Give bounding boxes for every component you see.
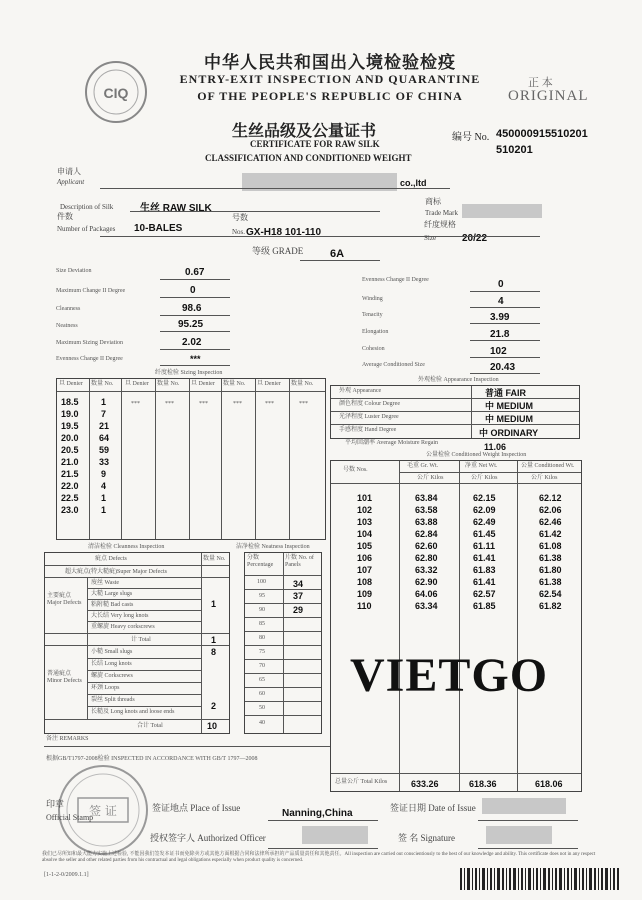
remarks-text: 根据GB/T1797-2008检验 INSPECTED IN ACCORDANCE WITH GB/T 1797—2008 <box>46 756 258 762</box>
stamp-label-en: Official Stamp <box>46 813 94 822</box>
weight-total-label: 总量公斤 Total Kilos <box>335 779 388 785</box>
sizing-col-header: 旦 Denier <box>59 381 83 387</box>
major-row-label: 大长结 Very long knots <box>91 613 149 619</box>
right-metric-label: Evenness Change II Degree <box>362 277 429 283</box>
minor-row-label: 螺旋 Corkscrews <box>91 673 133 679</box>
ciq-logo-text: CIQ <box>103 85 129 101</box>
packages-value: 10-BALES <box>134 223 183 234</box>
major-row-label: 废丝 Waste <box>91 580 120 586</box>
cert-title-en-2: CLASSIFICATION AND CONDITIONED WEIGHT <box>205 153 412 163</box>
appearance-label: 颜色程度 Colour Degree <box>339 401 400 407</box>
weight-gross: 63.84 <box>415 493 438 503</box>
weight-gross: 62.84 <box>415 529 438 539</box>
minor-row-label: 长糙及 Long knots and loose ends <box>91 709 175 715</box>
sizing-count: 7 <box>101 409 107 419</box>
weight-table <box>330 460 582 792</box>
form-code: [1-1-2-0/2009.1.1] <box>44 872 89 878</box>
sizing-col-header: 旦 Denier <box>125 381 149 387</box>
signature-label: 签 名 Signature <box>398 833 455 843</box>
date-redaction <box>482 798 566 814</box>
sizing-denier: 18.5 <box>61 397 79 407</box>
sizing-col-header: 数量 No. <box>157 381 180 387</box>
appearance-label: 光泽程度 Luster Degree <box>339 414 399 420</box>
weight-nos: 105 <box>357 541 373 551</box>
weight-conditioned: 61.42 <box>539 529 562 539</box>
place-value: Nanning,China <box>282 808 353 819</box>
right-metric-value: 102 <box>490 346 507 357</box>
minor-row-label: 小糙 Small slugs <box>91 649 133 655</box>
weight-net: 61.83 <box>473 565 496 575</box>
neatness-pct: 70 <box>259 663 265 669</box>
weight-net: 62.15 <box>473 493 496 503</box>
sizing-count: 4 <box>101 481 107 491</box>
major-row-label: 大糙 Large slugs <box>91 591 133 597</box>
sizing-table <box>56 378 326 540</box>
left-metric-value: 0 <box>190 285 196 296</box>
cert-no-value: 450000915510201 <box>496 128 588 140</box>
appearance-value: 中 MEDIUM <box>485 414 533 424</box>
sizing-denier: 20.0 <box>61 433 79 443</box>
appearance-table <box>330 385 580 439</box>
officer-redaction <box>302 826 368 844</box>
sizing-count: 59 <box>99 445 110 455</box>
weight-col-header: 号数 Nos. <box>343 467 368 473</box>
subtotal-value: 1 <box>211 635 217 645</box>
cleanness-total-label: 合计 Total <box>137 723 163 729</box>
sizing-star: *** <box>299 401 308 407</box>
cert-no-value-2: 510201 <box>496 144 533 156</box>
major-count: 1 <box>211 599 217 609</box>
cert-no-label: 编号 No. <box>452 132 490 143</box>
left-metric-label: Size Deviation <box>56 268 92 274</box>
original-en: ORIGINAL <box>508 88 589 104</box>
right-metric-label: Cohesion <box>362 346 385 352</box>
neatness-panels: 29 <box>293 605 304 615</box>
neatness-table <box>244 552 322 734</box>
official-stamp <box>48 760 158 860</box>
sizing-col-header: 数量 No. <box>223 381 246 387</box>
weight-gross: 63.88 <box>415 517 438 527</box>
appearance-label: 手感程度 Hand Degree <box>339 427 397 433</box>
header-title-cn: 中华人民共和国出入境检验检疫 <box>204 53 456 72</box>
weight-conditioned: 61.08 <box>539 541 562 551</box>
officer-label: 授权签字人 Authorized Officer <box>150 833 266 843</box>
weight-total-gross: 633.26 <box>411 779 439 789</box>
weight-col-header: 净重 Net Wt. <box>465 463 498 469</box>
weight-net: 62.57 <box>473 589 496 599</box>
minor-group-label: 普通疵点 Minor Defects <box>47 671 82 684</box>
place-label: 签证地点 Place of Issue <box>152 803 241 813</box>
left-metric-label: Maximum Change II Degree <box>56 288 126 294</box>
weight-net: 61.41 <box>473 577 496 587</box>
major-group-label: 主要疵点 Major Defects <box>47 593 82 606</box>
weight-conditioned: 62.54 <box>539 589 562 599</box>
weight-unit: 公斤 Kilos <box>417 475 444 481</box>
weight-conditioned: 61.38 <box>539 577 562 587</box>
sizing-denier: 23.0 <box>61 505 79 515</box>
nos-label-cn: 号数 <box>232 213 248 222</box>
weight-nos: 101 <box>357 493 373 503</box>
desc-value: 生丝 RAW SILK <box>140 203 212 214</box>
sizing-denier: 22.0 <box>61 481 79 491</box>
weight-title: 公量检验 Conditioned Weight Inspection <box>426 452 527 458</box>
neatness-pct: 50 <box>259 705 265 711</box>
sizing-star: *** <box>199 401 208 407</box>
sizing-star: *** <box>265 401 274 407</box>
right-metric-value: 4 <box>498 296 504 307</box>
header-title-en-1: ENTRY-EXIT INSPECTION AND QUARANTINE <box>179 72 481 86</box>
signature-redaction <box>486 826 552 844</box>
sizing-denier: 19.0 <box>61 409 79 419</box>
sizing-count: 21 <box>99 421 110 431</box>
sizing-star: *** <box>131 401 140 407</box>
sizing-col-header: 数量 No. <box>291 381 314 387</box>
weight-nos: 102 <box>357 505 373 515</box>
weight-gross: 63.32 <box>415 565 438 575</box>
neatness-pct: 95 <box>259 593 265 599</box>
weight-conditioned: 61.38 <box>539 553 562 563</box>
fine-print: 我们已尽所知和最大能力实施上述检验, 不能因我们签发本证书而免除卖方或其他方面根据合同和法律所承担的产品质量责任和其他责任。All inspection are carried out conscientiously to the best of our knowledge and ability. This certificate does not in any respect absolve the seller and other related parties from his contractual and legal obligations especially when product quality is concerned. <box>42 852 596 863</box>
left-metric-value: 0.67 <box>185 267 205 278</box>
weight-net: 61.45 <box>473 529 496 539</box>
sizing-col-header: 数量 No. <box>91 381 114 387</box>
minor-row-label: 裂丝 Split threads <box>91 697 135 703</box>
weight-total-net: 618.36 <box>469 779 497 789</box>
neatness-pct: 40 <box>259 720 265 726</box>
weight-nos: 103 <box>357 517 373 527</box>
cleanness-col-header: 数量 No. <box>203 556 226 562</box>
subtotal-label: 计 Total <box>131 637 151 643</box>
weight-conditioned: 61.82 <box>539 601 562 611</box>
weight-unit: 公斤 Kilos <box>531 475 558 481</box>
trademark-label-en: Trade Mark <box>425 209 458 217</box>
minor-row-label: 环颈 Loops <box>91 685 120 691</box>
neatness-title: 洁净检验 Neatness Inspection <box>236 544 310 550</box>
weight-net: 62.49 <box>473 517 496 527</box>
right-metric-label: Elongation <box>362 329 389 335</box>
left-metric-label: Maximum Sizing Deviation <box>56 340 123 346</box>
weight-conditioned: 62.12 <box>539 493 562 503</box>
grade-label: 等级 GRADE <box>252 246 304 256</box>
weight-net: 61.41 <box>473 553 496 563</box>
sizing-col-header: 旦 Denier <box>191 381 215 387</box>
right-metric-value: 3.99 <box>490 312 510 323</box>
appearance-label: 外观 Appearance <box>339 388 382 394</box>
applicant-value: co.,ltd <box>400 178 427 188</box>
stamp-text: 签 证 <box>89 804 117 818</box>
weight-nos: 110 <box>357 601 372 611</box>
weight-gross: 63.58 <box>415 505 438 515</box>
trademark-label-cn: 商标 <box>425 197 441 206</box>
weight-conditioned: 61.80 <box>539 565 562 575</box>
stamp-label-cn: 印章 <box>46 799 65 809</box>
moisture-value: 11.06 <box>484 442 507 452</box>
size-value: 20/22 <box>462 233 488 244</box>
right-metric-value: 0 <box>498 279 504 290</box>
sizing-denier: 20.5 <box>61 445 79 455</box>
weight-conditioned: 62.46 <box>539 517 562 527</box>
header-title-en-2: OF THE PEOPLE'S REPUBLIC OF CHINA <box>197 89 463 103</box>
moisture-label: 平均回潮率 Average Moisture Regain <box>345 440 439 446</box>
desc-label: Description of Silk <box>60 203 114 211</box>
left-metric-value: *** <box>190 354 201 364</box>
nos-value: GX-H18 101-110 <box>246 227 322 238</box>
left-metric-value: 95.25 <box>178 319 204 330</box>
right-metric-label: Winding <box>362 296 383 302</box>
sizing-star: *** <box>233 401 242 407</box>
neatness-pct: 90 <box>259 607 265 613</box>
neatness-pct: 100 <box>257 579 266 585</box>
neatness-pct: 65 <box>259 677 265 683</box>
applicant-label-en: Applicant <box>57 178 85 186</box>
cleanness-col-header: 疵点 Defects <box>95 556 127 562</box>
major-row-label: 重螺旋 Heavy corkscrews <box>91 624 155 630</box>
minor-row-label: 长结 Long knots <box>91 661 132 667</box>
applicant-label-cn: 申请人 <box>57 167 81 176</box>
weight-nos: 106 <box>357 553 373 563</box>
weight-nos: 107 <box>357 565 373 575</box>
weight-net: 61.11 <box>473 541 496 551</box>
neatness-col-header: 片数 No. of Panels <box>285 555 314 568</box>
sizing-col-header: 旦 Denier <box>257 381 281 387</box>
original-cn: 正 本 <box>528 77 553 89</box>
neatness-pct: 85 <box>259 621 265 627</box>
weight-gross: 64.06 <box>415 589 438 599</box>
weight-total-conditioned: 618.06 <box>535 779 563 789</box>
appearance-value: 中 MEDIUM <box>485 401 533 411</box>
weight-col-header: 毛重 Gr. Wt. <box>407 463 439 469</box>
left-metric-value: 98.6 <box>182 303 202 314</box>
weight-conditioned: 62.06 <box>539 505 562 515</box>
sizing-denier: 21.5 <box>61 469 79 479</box>
cleanness-total-value: 10 <box>207 721 218 731</box>
sizing-denier: 22.5 <box>61 493 79 503</box>
nos-label-en: Nos. <box>232 228 246 236</box>
sizing-count: 1 <box>101 505 107 515</box>
neatness-pct: 75 <box>259 649 265 655</box>
trademark-redaction <box>462 204 542 218</box>
weight-gross: 62.80 <box>415 553 438 563</box>
cleanness-title: 清洁检验 Cleanness Inspection <box>88 544 165 550</box>
sizing-count: 9 <box>101 469 107 479</box>
packages-label-cn: 件数 <box>57 212 73 221</box>
date-label: 签证日期 Date of Issue <box>390 803 476 813</box>
sizing-title: 纤度检验 Sizing Inspection <box>155 370 223 376</box>
weight-gross: 63.34 <box>415 601 438 611</box>
neatness-panels: 37 <box>293 591 304 601</box>
appearance-value: 普通 FAIR <box>485 388 527 398</box>
minor-small-count: 8 <box>211 647 217 657</box>
grade-value: 6A <box>330 248 345 260</box>
appearance-title: 外观检验 Appearance Inspection <box>418 377 499 383</box>
weight-unit: 公斤 Kilos <box>471 475 498 481</box>
weight-nos: 109 <box>357 589 373 599</box>
left-metric-label: Evenness Change II Degree <box>56 356 123 362</box>
neatness-col-header: 分数 Percentage <box>247 555 274 568</box>
neatness-pct: 80 <box>259 635 265 641</box>
left-metric-value: 2.02 <box>182 337 202 348</box>
weight-gross: 62.90 <box>415 577 438 587</box>
sizing-count: 1 <box>101 397 107 407</box>
right-metric-value: 20.43 <box>490 362 516 373</box>
sizing-count: 33 <box>99 457 110 467</box>
weight-gross: 62.60 <box>415 541 438 551</box>
sizing-count: 1 <box>101 493 107 503</box>
weight-nos: 104 <box>357 529 373 539</box>
cleanness-table <box>44 552 230 734</box>
major-row-label: 粘附糙 Bad casts <box>91 602 134 608</box>
weight-net: 61.85 <box>473 601 496 611</box>
vietgo-watermark: VIETGO <box>350 649 549 702</box>
weight-nos: 108 <box>357 577 373 587</box>
size-label-cn: 纤度规格 <box>424 220 456 229</box>
remarks-label: 备注 REMARKS <box>46 736 89 742</box>
barcode <box>460 868 620 890</box>
right-metric-label: Tenacity <box>362 312 383 318</box>
sizing-count: 64 <box>99 433 110 443</box>
weight-col-header: 公量 Conditioned Wt. <box>521 463 575 469</box>
appearance-value: 中 ORDINARY <box>479 428 539 438</box>
right-metric-value: 21.8 <box>490 329 510 340</box>
super-major-label: 超大疵点(特大糙疵)Super Major Defects <box>65 569 167 575</box>
right-metric-label: Average Conditioned Size <box>362 362 425 368</box>
ciq-logo <box>84 60 148 124</box>
neatness-panels: 34 <box>293 579 304 589</box>
left-metric-label: Cleanness <box>56 306 81 312</box>
cert-title-cn: 生丝品级及公量证书 <box>232 123 377 140</box>
size-label-en: Size <box>424 234 437 242</box>
packages-label-en: Number of Packages <box>57 225 116 233</box>
minor-loose-count: 2 <box>211 701 217 711</box>
sizing-denier: 21.0 <box>61 457 79 467</box>
left-metric-label: Neatness <box>56 323 78 329</box>
sizing-denier: 19.5 <box>61 421 79 431</box>
neatness-pct: 60 <box>259 691 265 697</box>
weight-net: 62.09 <box>473 505 496 515</box>
cert-title-en-1: CERTIFICATE FOR RAW SILK <box>250 139 380 149</box>
sizing-star: *** <box>165 401 174 407</box>
